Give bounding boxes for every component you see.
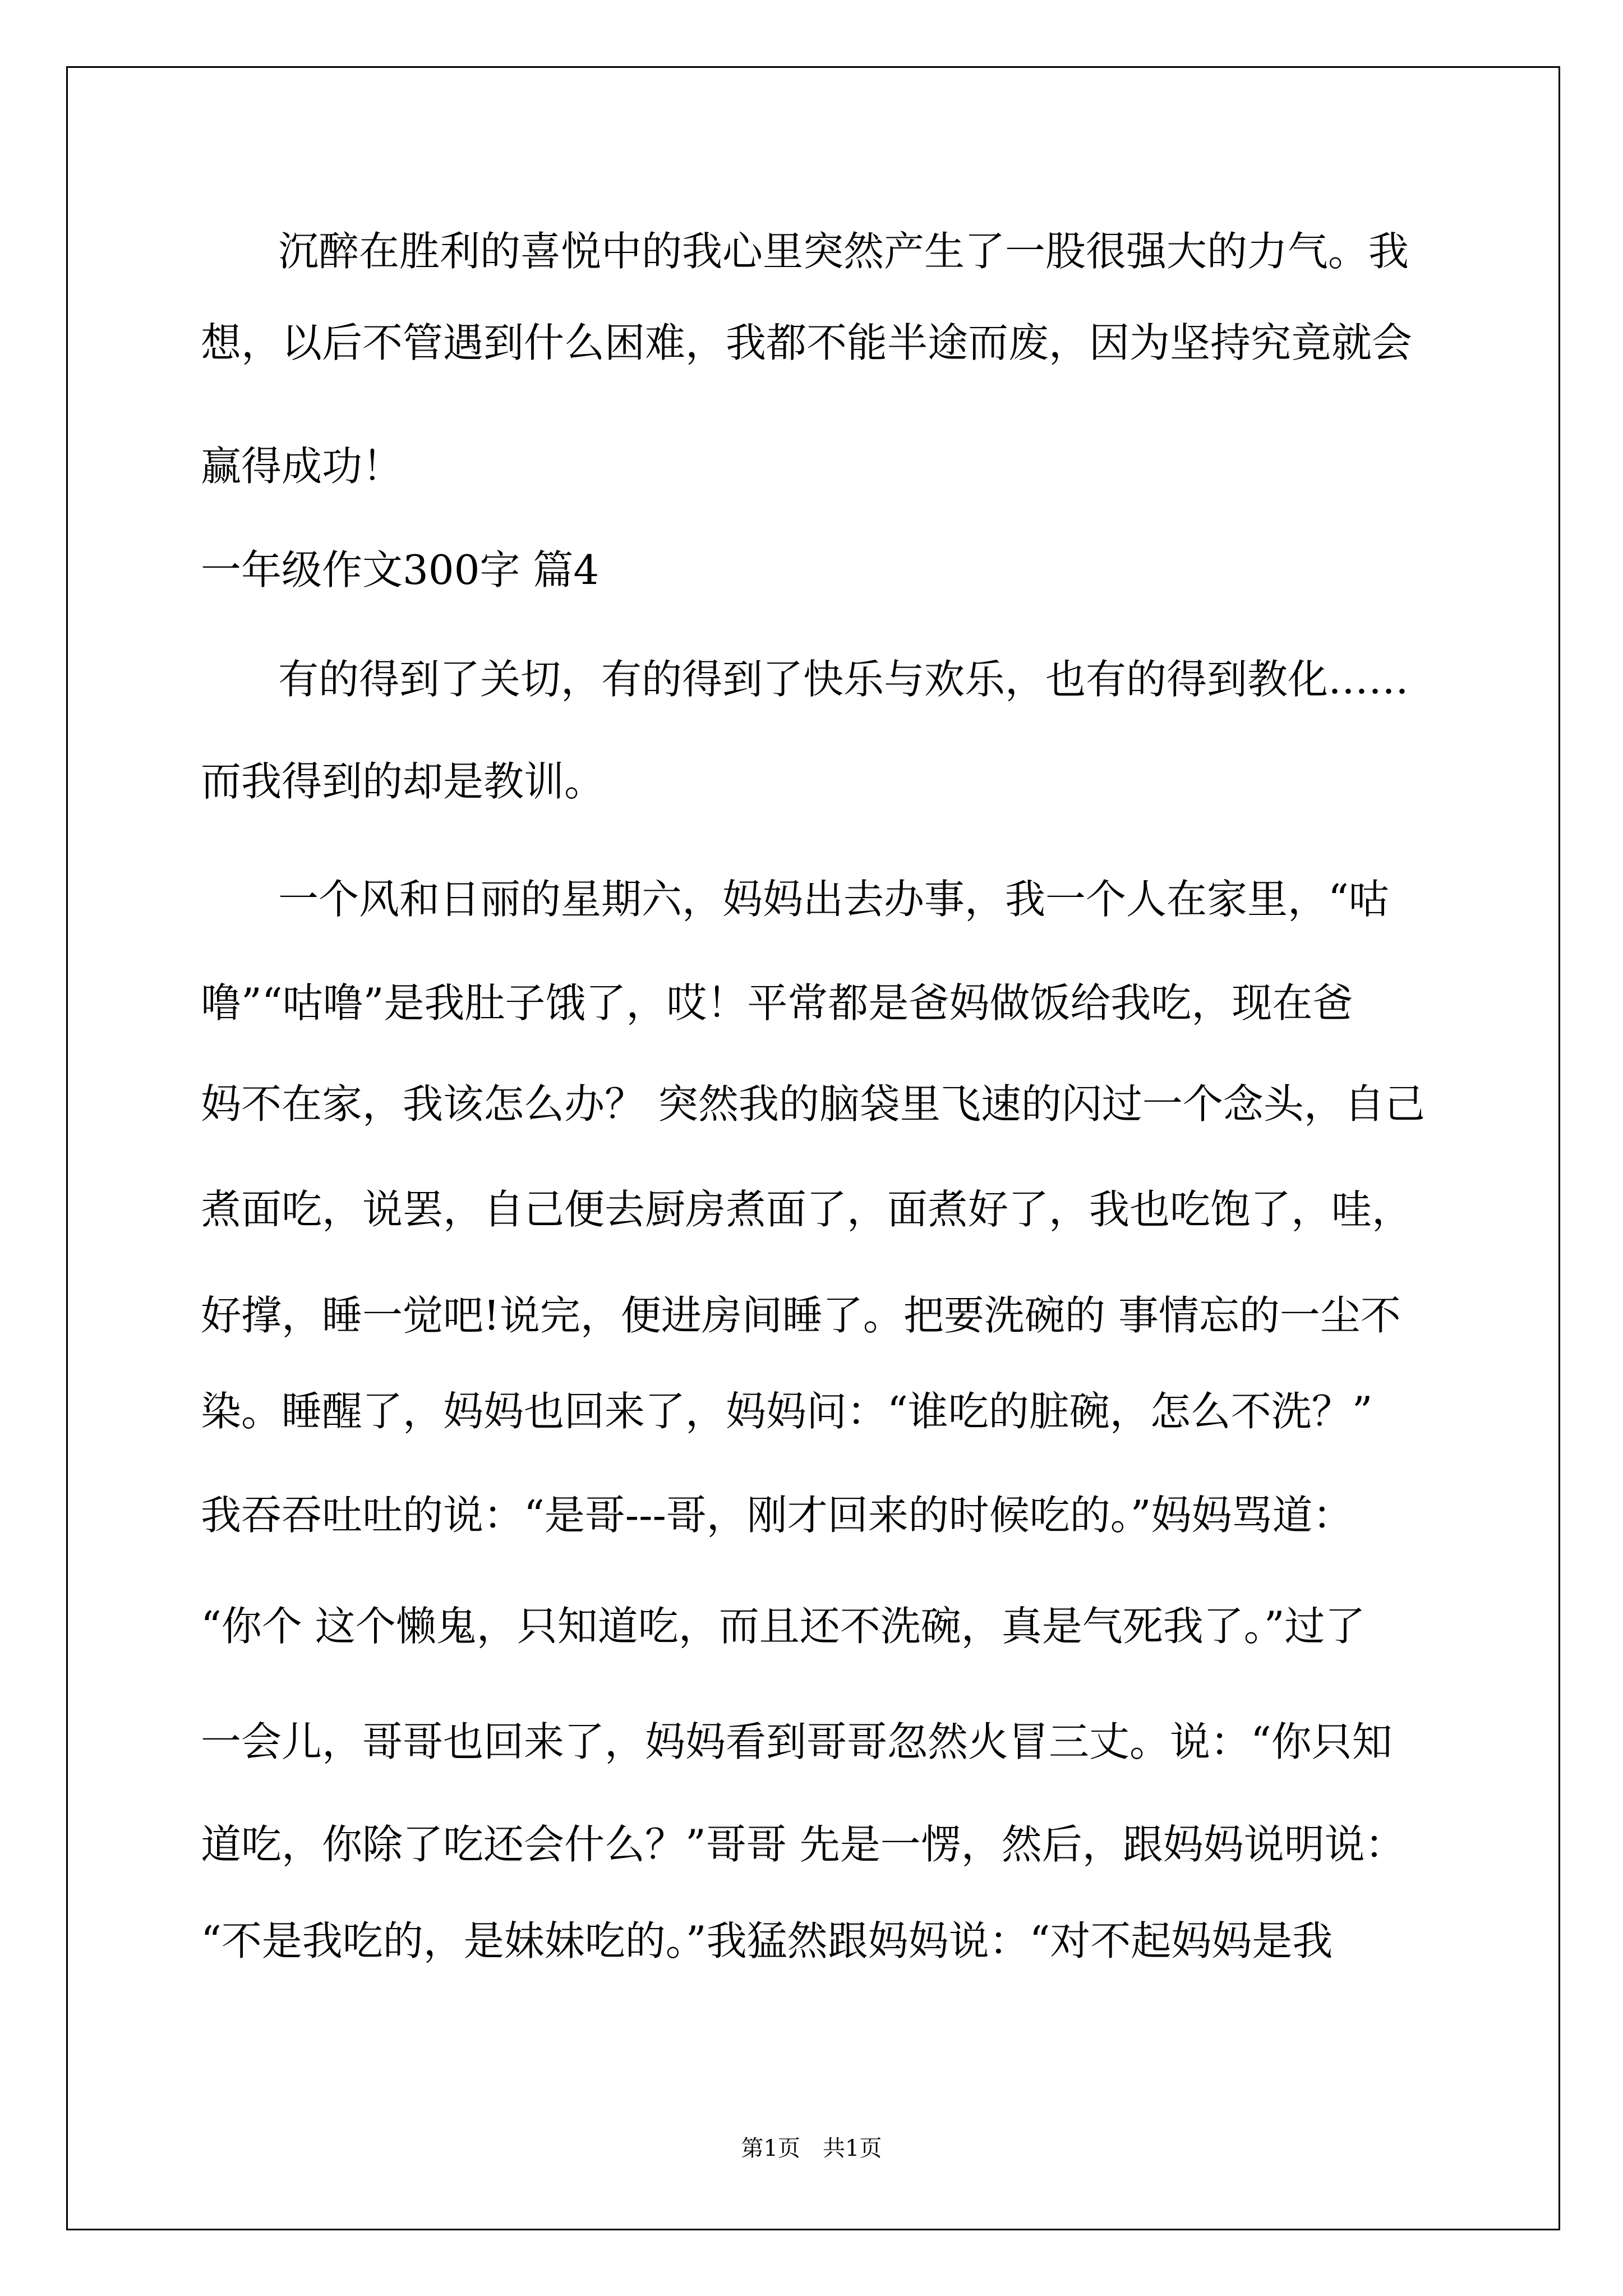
body-line: 道吃，你除了吃还会什么？”哥哥 先是一愣，然后，跟妈妈说明说： — [201, 1821, 1405, 1868]
body-line: 我吞吞吐吐的说：“是哥---哥，刚才回来的时候吃的。”妈妈骂道： — [201, 1492, 1353, 1539]
body-line: “不是我吃的，是妹妹吃的。”我猛然跟妈妈说：“对不起妈妈是我 — [201, 1917, 1333, 1964]
body-line: 沉醉在胜利的喜悦中的我心里突然产生了一股很强大的力气。我 — [278, 228, 1409, 275]
body-line: 有的得到了关切，有的得到了快乐与欢乐，也有的得到教化…… — [278, 656, 1409, 703]
body-line: 一个风和日丽的星期六，妈妈出去办事，我一个人在家里，“咕 — [278, 876, 1389, 923]
body-line: 而我得到的却是教训。 — [201, 758, 605, 805]
page-number: 第1页 共1页 — [741, 2136, 882, 2161]
body-line: 想，以后不管遇到什么困难，我都不能半途而废，因为坚持究竟就会 — [201, 319, 1413, 366]
body-line: “你个 这个懒鬼，只知道吃，而且还不洗碗，真是气死我了。”过了 — [201, 1603, 1366, 1650]
body-line: 好撑，睡一觉吧!说完，便进房间睡了。把要洗碗的 事情忘的一尘不 — [201, 1292, 1401, 1339]
body-line: 赢得成功！ — [201, 443, 403, 490]
body-line: 噜”“咕噜”是我肚子饿了，哎！平常都是爸妈做饭给我吃，现在爸 — [201, 979, 1353, 1027]
body-line: 染。睡醒了，妈妈也回来了，妈妈问：“谁吃的脏碗，怎么不洗？” — [201, 1388, 1373, 1435]
page-border — [66, 66, 1560, 2230]
section-heading: 一年级作文300字 篇4 — [201, 546, 600, 593]
body-line: 妈不在家，我该怎么办？ 突然我的脑袋里飞速的闪过一个念头，自己 — [201, 1080, 1425, 1128]
body-line: 煮面吃，说罢，自己便去厨房煮面了，面煮好了，我也吃饱了，哇， — [201, 1186, 1413, 1233]
body-line: 一会儿，哥哥也回来了，妈妈看到哥哥忽然火冒三丈。说：“你只知 — [201, 1718, 1393, 1765]
